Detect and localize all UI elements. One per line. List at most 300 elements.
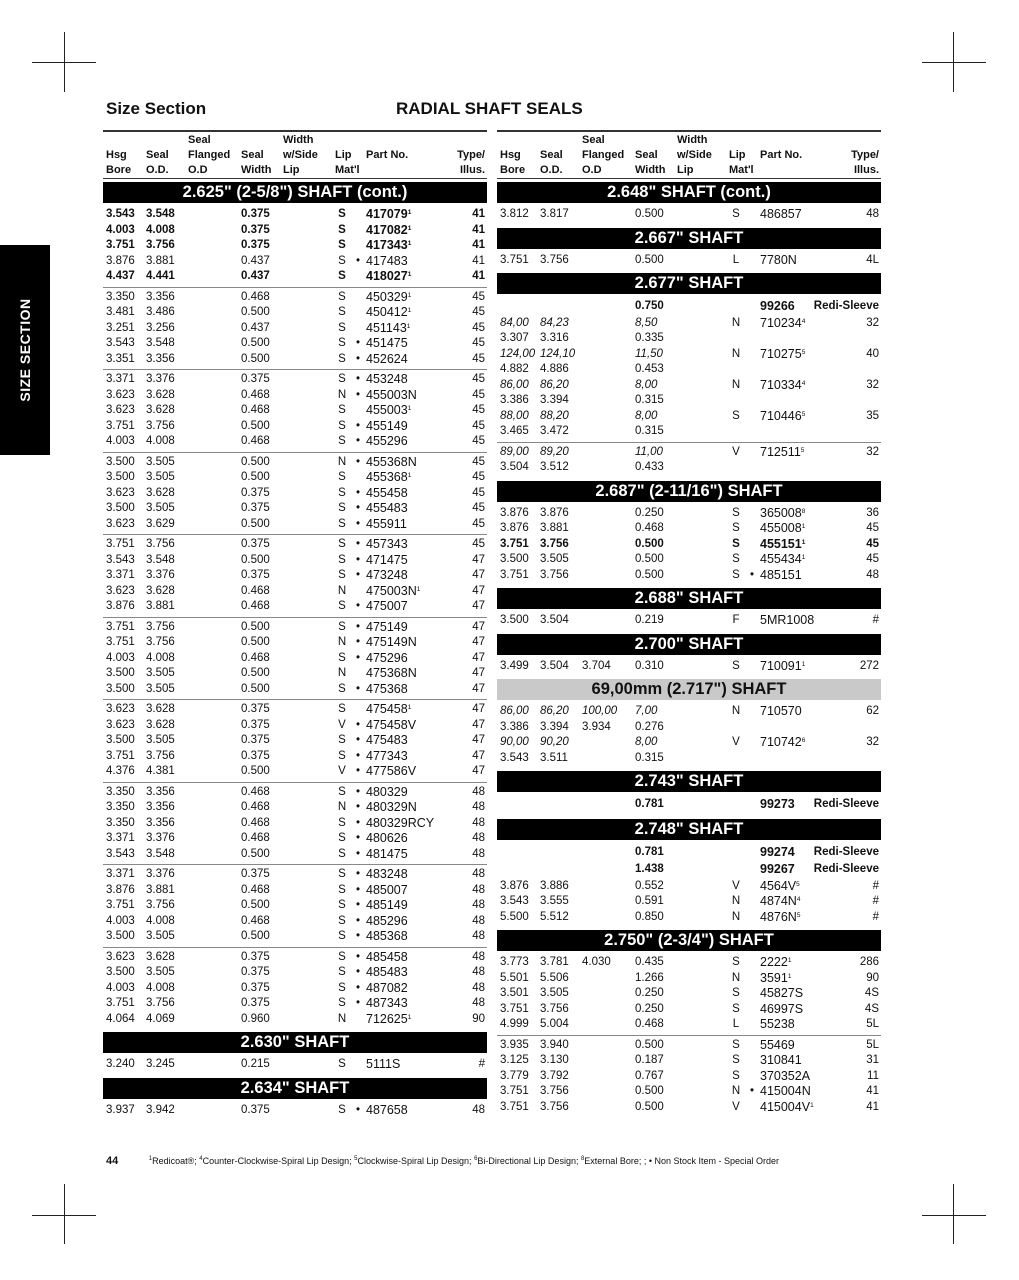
column-header-line: O.D. (540, 164, 563, 176)
lip-material: S (338, 486, 346, 499)
column-header-line (540, 133, 563, 148)
part-number (366, 501, 408, 517)
column-header-line: Type/ (457, 149, 485, 161)
part-number-text: 417343 (366, 238, 408, 252)
hsg-bore: 3.500 (106, 682, 135, 695)
seal-od: 3.548 (146, 208, 175, 220)
table-row (103, 749, 487, 765)
seal-od: 4.008 (146, 651, 175, 664)
part-number (760, 704, 802, 720)
lip-material: S (338, 270, 346, 282)
table-row (497, 331, 881, 347)
hsg-bore: 3.500 (106, 502, 135, 514)
seal-od: 3.548 (146, 553, 175, 566)
left-table (103, 130, 487, 1122)
part-number-text: 487343 (366, 996, 408, 1010)
part-number (760, 409, 805, 425)
lip-material: L (732, 253, 740, 266)
table-row (103, 867, 487, 883)
table-row (103, 847, 487, 863)
lip-material: N (731, 705, 741, 717)
lip-material: S (338, 868, 346, 880)
footnote-text: Redicoat®; (152, 1156, 200, 1166)
seal-od: 4.381 (146, 765, 175, 777)
hsg-bore: 5.500 (500, 910, 529, 923)
seal-width: 0.375 (241, 538, 270, 550)
column-header-line: Type/ (851, 149, 879, 161)
table-row (103, 372, 487, 388)
seal-width: 0.468 (241, 435, 270, 447)
seal-od: 3.756 (146, 419, 175, 432)
seal-od: 3.505 (146, 682, 175, 695)
part-number (760, 986, 803, 1002)
part-number (760, 1100, 814, 1116)
seal-width: 0.500 (241, 667, 270, 679)
type-illus: 41 (472, 270, 485, 282)
part-number (760, 1017, 795, 1033)
seal-od: 3.394 (540, 394, 569, 406)
hsg-bore: 3.876 (500, 506, 529, 519)
non-stock-bullet: • (356, 553, 361, 566)
row-group (497, 613, 881, 631)
part-number-text: 455368N (366, 454, 417, 469)
seal-width: 0.315 (635, 425, 664, 437)
part-number (366, 666, 417, 682)
hsg-bore: 3.543 (106, 208, 135, 220)
column-header-line: w/Side (677, 149, 712, 161)
type-illus: Redi-Sleeve (813, 845, 879, 858)
type-illus: 32 (866, 316, 879, 329)
seal-od: 86,20 (540, 378, 569, 391)
seal-od: 3.505 (540, 553, 569, 565)
type-illus: 48 (472, 816, 485, 829)
part-number (760, 894, 800, 910)
hsg-bore: 3.751 (106, 419, 135, 432)
hsg-bore: 3.751 (500, 537, 529, 550)
column-header (106, 133, 131, 178)
type-illus: # (872, 614, 879, 626)
footnote-number: 1 (148, 1156, 153, 1162)
part-number (760, 861, 795, 879)
part-number (366, 584, 420, 600)
table-row (497, 986, 881, 1002)
hsg-bore: 90,00 (500, 736, 529, 748)
seal-od: 3.486 (146, 306, 175, 318)
lip-material: V (732, 445, 740, 458)
lip-material: V (732, 1100, 740, 1113)
table-row (103, 486, 487, 502)
table-row (497, 659, 881, 675)
non-stock-bullet: • (356, 337, 361, 349)
table-row (497, 971, 881, 987)
type-illus: 11 (867, 1069, 879, 1082)
hsg-bore: 3.543 (106, 337, 135, 349)
column-header (335, 133, 360, 178)
type-illus: 45 (472, 435, 485, 447)
seal-od: 3.505 (146, 930, 175, 942)
table-row (103, 785, 487, 801)
part-number (366, 434, 408, 450)
seal-width: 0.375 (241, 223, 270, 236)
part-number (366, 1103, 408, 1119)
seal-od: 3.628 (146, 950, 175, 963)
footnote-ref: 6 (801, 737, 806, 744)
seal-od: 4.441 (146, 270, 175, 282)
seal-width: 0.468 (241, 832, 270, 844)
row-group (103, 702, 487, 783)
lip-material: F (732, 614, 740, 626)
table-row (103, 207, 487, 223)
lip-material: N (337, 1012, 347, 1025)
seal-width: 8,00 (635, 409, 658, 422)
table-row (103, 568, 487, 584)
part-number (366, 517, 407, 533)
seal-width: 0.500 (241, 553, 270, 566)
footnote-number: 5 (354, 1156, 358, 1162)
table-row (497, 1069, 881, 1085)
table-row (103, 718, 487, 734)
footnote-ref: 4 (801, 379, 806, 387)
part-number-text: 485483 (366, 965, 408, 979)
table-row (497, 844, 881, 862)
type-illus: 45 (472, 290, 485, 303)
part-number-text: 2222 (760, 955, 788, 969)
hsg-bore: 3.500 (500, 614, 529, 626)
lip-material: N (337, 667, 347, 679)
table-row (103, 898, 487, 914)
seal-od: 3.504 (540, 614, 569, 626)
seal-width: 0.437 (241, 321, 270, 334)
seal-od: 3.505 (146, 966, 175, 978)
part-number-text: 457343 (366, 537, 408, 551)
seal-od: 3.356 (146, 801, 175, 813)
seal-width: 0.468 (635, 1018, 664, 1030)
type-illus: 90 (866, 971, 879, 984)
table-row (497, 378, 881, 394)
seal-od: 5.004 (540, 1018, 569, 1030)
part-number (366, 419, 408, 435)
lip-material: S (732, 1002, 740, 1015)
section-title: Size Section (106, 99, 207, 118)
part-number-text: 45827S (760, 986, 804, 1000)
column-header (677, 133, 712, 178)
non-stock-bullet: • (356, 832, 361, 844)
table-row (103, 702, 487, 718)
lip-material: V (338, 718, 346, 731)
seal-od: 3.511 (540, 751, 568, 764)
table-row (497, 861, 881, 879)
table-row (497, 207, 881, 223)
type-illus: 41 (472, 223, 485, 236)
lip-material: S (338, 930, 346, 942)
lip-material: S (732, 409, 740, 422)
column-header-line: Width (241, 164, 272, 176)
part-number (760, 659, 805, 675)
table-row (497, 955, 881, 971)
hsg-bore: 3.500 (500, 553, 529, 565)
part-number (760, 506, 805, 522)
table-row (103, 831, 487, 847)
seal-od: 3.628 (146, 388, 175, 401)
column-header (283, 133, 318, 178)
shaft-section-header: 2.700" SHAFT (497, 634, 881, 655)
type-illus: 48 (472, 1103, 485, 1116)
table-row (497, 894, 881, 910)
seal-od: 3.756 (146, 239, 175, 251)
footnote-ref: 4 (796, 896, 801, 903)
non-stock-bullet: • (356, 502, 361, 514)
hsg-bore: 3.876 (500, 879, 529, 892)
part-number-text: 453248 (366, 372, 408, 386)
non-stock-bullet: • (356, 1103, 361, 1116)
type-illus: 47 (472, 600, 485, 612)
lip-material: S (732, 553, 740, 565)
footnote-ref: 1 (407, 704, 412, 711)
lip-material: S (338, 208, 346, 220)
seal-od: 86,20 (540, 705, 569, 717)
footnote-ref: 1 (801, 660, 806, 668)
table-row (103, 537, 487, 553)
shaft-section-header: 69,00mm (2.717") SHAFT (497, 679, 881, 700)
part-number (760, 378, 805, 394)
hsg-bore: 3.371 (106, 373, 135, 385)
seal-od: 3.245 (146, 1058, 175, 1070)
table-row (103, 996, 487, 1012)
part-number (760, 207, 802, 223)
lip-material: S (338, 569, 346, 581)
part-number-text: 486857 (760, 207, 802, 221)
part-number (760, 445, 804, 461)
table-row (497, 879, 881, 895)
lip-material: S (338, 306, 346, 318)
hsg-bore: 3.876 (106, 254, 135, 267)
part-number (760, 1038, 795, 1054)
column-header (500, 133, 525, 178)
non-stock-bullet: • (356, 801, 361, 813)
type-illus: 45 (472, 538, 485, 550)
hsg-bore: 3.500 (106, 667, 135, 679)
seal-od: 3.316 (540, 332, 569, 344)
type-illus: 41 (472, 254, 485, 267)
column-header (241, 133, 271, 178)
shaft-section-header: 2.743" SHAFT (497, 771, 881, 792)
part-number-text: 710234 (760, 315, 802, 330)
lip-material: S (732, 522, 740, 534)
hsg-bore: 3.751 (106, 899, 135, 911)
type-illus: 47 (472, 749, 485, 762)
footnote-text: Counter-Clockwise-Spiral Lip Design; (202, 1156, 355, 1166)
lip-material: S (338, 966, 346, 978)
hsg-bore: 3.751 (500, 1002, 529, 1015)
table-row (103, 269, 487, 285)
part-number (760, 521, 805, 537)
table-row (103, 666, 487, 682)
lip-material: N (731, 895, 741, 907)
seal-width: 0.500 (241, 352, 270, 365)
type-illus: 4L (866, 253, 879, 266)
lip-material: S (732, 1069, 740, 1082)
lip-material: N (337, 455, 347, 468)
crop-mark (922, 1215, 986, 1216)
table-row (103, 914, 487, 930)
column-header-line: Mat'l (729, 164, 754, 176)
seal-od: 3.472 (540, 425, 569, 437)
row-group (497, 445, 881, 478)
part-number-text: 710091 (760, 658, 802, 673)
hsg-bore: 88,00 (500, 409, 529, 422)
part-number-text: 475003N (366, 583, 417, 598)
page-number: 44 (106, 1155, 119, 1167)
hsg-bore: 3.751 (106, 636, 135, 648)
part-number (366, 816, 434, 832)
part-number-text: 477343 (366, 748, 408, 763)
seal-od: 3.505 (146, 455, 175, 468)
non-stock-bullet: • (356, 847, 361, 860)
hsg-bore: 4.003 (106, 651, 135, 664)
footnote-text: Bi-Directional Lip Design; (477, 1156, 581, 1166)
lip-material: S (338, 899, 346, 911)
part-number-text: 481475 (366, 846, 408, 861)
shaft-section-header: 2.648" SHAFT (cont.) (497, 182, 881, 203)
hsg-bore: 3.812 (500, 208, 529, 220)
footnote-ref: 1 (416, 585, 421, 593)
hsg-bore: 3.876 (106, 883, 135, 896)
part-number (366, 336, 408, 352)
type-illus: 62 (866, 705, 879, 717)
column-header-line: Seal (540, 149, 563, 161)
part-number-text: 475368N (366, 666, 417, 680)
seal-od: 4.886 (540, 363, 569, 375)
seal-od: 3.130 (540, 1054, 569, 1066)
non-stock-bullet: • (356, 981, 361, 994)
seal-od: 3.756 (540, 1085, 569, 1097)
part-number-text: 3591 (760, 970, 788, 985)
hsg-bore: 3.751 (500, 1085, 529, 1097)
column-header (760, 133, 802, 178)
part-number-text: 485149 (366, 898, 408, 912)
type-illus: 48 (472, 966, 485, 978)
hsg-bore: 4.882 (500, 363, 529, 375)
hsg-bore: 3.623 (106, 517, 135, 530)
seal-od: 3.256 (146, 321, 175, 334)
column-header-line: Part No. (366, 149, 409, 161)
hsg-bore: 3.386 (500, 394, 529, 406)
type-illus: 47 (472, 734, 485, 746)
seal-width: 11,50 (635, 347, 663, 360)
type-illus: 45 (866, 522, 879, 534)
seal-od: 3.505 (146, 502, 175, 514)
part-number (366, 470, 411, 486)
seal-width: 0.187 (635, 1054, 664, 1066)
type-illus: 48 (472, 997, 485, 1009)
table-row (497, 393, 881, 409)
column-header-line (500, 133, 525, 148)
part-number (366, 254, 408, 270)
non-stock-bullet: • (356, 997, 361, 1009)
part-number-text: 455003 (366, 403, 408, 417)
part-number-text: 99273 (760, 797, 795, 811)
table-row (103, 599, 487, 615)
type-illus: # (872, 895, 879, 907)
hsg-bore: 4.999 (500, 1018, 529, 1030)
part-number (366, 486, 408, 502)
footnote-ref: 1 (407, 271, 412, 278)
seal-width: 0.500 (635, 568, 664, 581)
part-number (366, 352, 408, 368)
column-header-line: O.D (582, 164, 602, 176)
row-group (103, 207, 487, 288)
part-number-text: 450412 (366, 305, 408, 319)
row-group (103, 950, 487, 1030)
type-illus: 41 (866, 1100, 879, 1113)
table-header (497, 130, 881, 179)
seal-width: 0.468 (241, 801, 270, 813)
part-number-text: 712511 (760, 444, 801, 459)
part-number-text: 5111S (366, 1057, 401, 1071)
seal-od: 3.940 (540, 1038, 569, 1051)
seal-od: 3.756 (540, 1100, 569, 1113)
seal-width: 0.437 (241, 270, 270, 282)
hsg-bore: 4.376 (106, 765, 135, 777)
part-number-text: 455008 (760, 521, 802, 535)
seal-width: 8,00 (635, 378, 658, 391)
seal-width: 0.375 (241, 718, 270, 731)
hsg-bore: 3.386 (500, 720, 529, 733)
hsg-bore: 3.500 (106, 930, 135, 942)
part-number-text: 485007 (366, 882, 408, 897)
non-stock-bullet: • (356, 517, 361, 530)
seal-od: 3.881 (146, 600, 175, 612)
type-illus: Redi-Sleeve (813, 798, 879, 810)
hsg-bore: 3.371 (106, 832, 135, 844)
row-group (103, 620, 487, 701)
seal-od: 84,23 (540, 316, 569, 329)
footnote-ref: 1 (810, 1101, 814, 1109)
non-stock-bullet: • (356, 569, 361, 581)
type-illus: 47 (472, 703, 485, 715)
shaft-section-header: 2.750" (2-3/4") SHAFT (497, 930, 881, 951)
lip-material: S (338, 847, 346, 860)
hsg-bore: 3.543 (106, 847, 135, 860)
seal-width: 0.591 (635, 895, 664, 907)
seal-width: 0.375 (241, 1103, 270, 1116)
lip-material: N (731, 378, 741, 391)
part-number-text: 710275 (760, 346, 802, 361)
part-number (366, 764, 416, 780)
column-header (366, 133, 408, 178)
seal-od: 3.781 (540, 956, 569, 968)
hsg-bore: 3.481 (106, 306, 135, 318)
part-number-text: 480329 (366, 784, 408, 799)
table-row (497, 445, 881, 461)
column-header-line: Width (677, 134, 708, 146)
part-number-text: 451143 (366, 320, 407, 335)
type-illus: 47 (472, 765, 485, 777)
table-row (103, 584, 487, 600)
hsg-bore: 4.003 (106, 435, 135, 447)
type-illus: 45 (472, 306, 485, 318)
part-number (760, 1069, 810, 1085)
seal-od: 3.505 (540, 987, 569, 999)
hsg-bore: 3.935 (500, 1038, 529, 1051)
part-number (366, 321, 410, 337)
table-row (497, 1017, 881, 1033)
column-header-line: Flanged (582, 149, 625, 161)
crop-mark (32, 1215, 96, 1216)
part-number-text: 310841 (760, 1053, 802, 1067)
lip-material: S (338, 914, 346, 927)
lip-material: S (732, 568, 740, 581)
